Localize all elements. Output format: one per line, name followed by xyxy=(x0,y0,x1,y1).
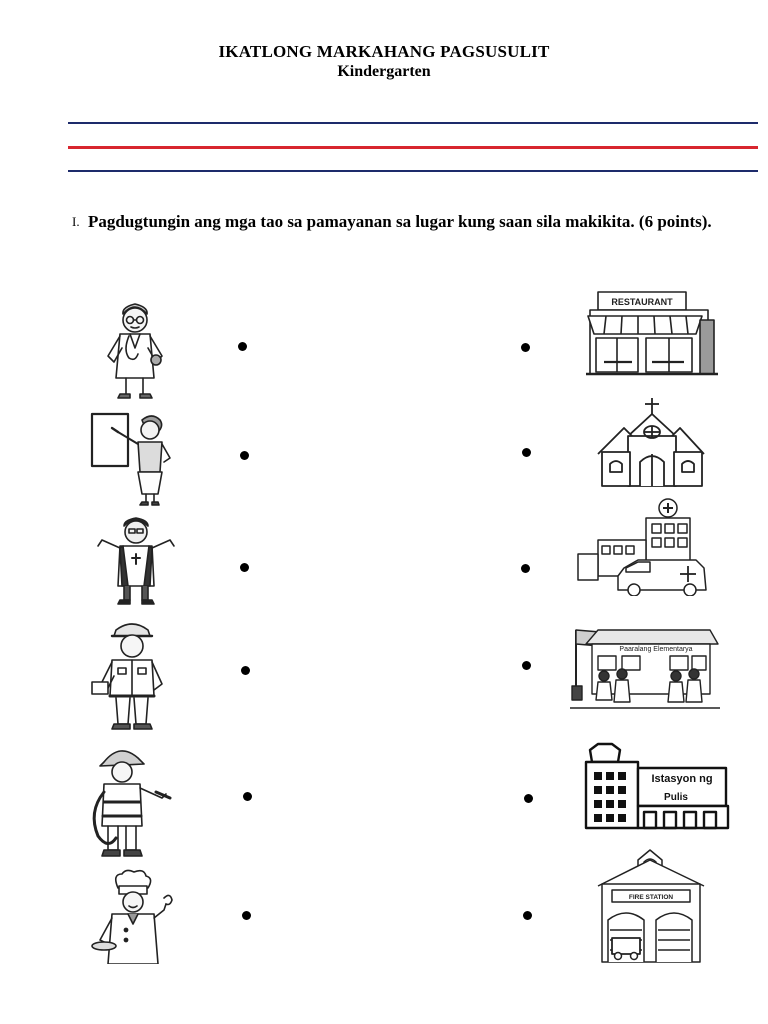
person-dot-priest[interactable] xyxy=(240,563,249,572)
firefighter-icon xyxy=(86,742,172,860)
divider-line-blue-bottom xyxy=(68,170,758,172)
priest-picture xyxy=(92,514,180,606)
hospital-icon xyxy=(576,496,710,596)
hospital-picture xyxy=(576,496,710,596)
fire-station-icon xyxy=(592,846,710,964)
instruction xyxy=(72,209,732,234)
police-station-sign-line2: Pulis xyxy=(664,792,688,803)
place-dot-school[interactable] xyxy=(522,661,531,670)
fire-station-sign: FIRE STATION xyxy=(628,894,674,901)
church-picture xyxy=(596,396,706,488)
police-officer-icon xyxy=(90,616,174,732)
doctor-icon xyxy=(96,298,174,402)
school-icon xyxy=(570,620,720,712)
person-dot-police-officer[interactable] xyxy=(241,666,250,675)
place-dot-hospital[interactable] xyxy=(521,564,530,573)
worksheet-header xyxy=(0,42,768,81)
priest-icon xyxy=(92,514,180,606)
place-dot-fire-station[interactable] xyxy=(523,911,532,920)
police-station-icon xyxy=(584,742,730,832)
restaurant-icon xyxy=(584,290,720,378)
person-dot-doctor[interactable] xyxy=(238,342,247,351)
fire-station-picture xyxy=(592,846,710,964)
restaurant-sign: RESTAURANT xyxy=(611,297,673,307)
person-dot-firefighter[interactable] xyxy=(243,792,252,801)
chef-icon xyxy=(88,868,178,964)
place-dot-restaurant[interactable] xyxy=(521,343,530,352)
divider-line-blue-top xyxy=(68,122,758,124)
place-dot-church[interactable] xyxy=(522,448,531,457)
instruction-text: Pagdugtungin ang mga tao sa pamayanan sa lugar kung saan sila makikita. (6 points). xyxy=(88,212,712,231)
teacher-picture xyxy=(88,410,178,508)
restaurant-picture xyxy=(584,290,720,378)
school-picture xyxy=(570,620,720,712)
school-sign: Paaralang Elementarya xyxy=(619,646,693,653)
divider-line-red xyxy=(68,146,758,149)
police-officer-picture xyxy=(90,616,174,732)
teacher-icon xyxy=(88,410,178,508)
church-icon xyxy=(596,396,706,488)
person-dot-chef[interactable] xyxy=(242,911,251,920)
firefighter-picture xyxy=(86,742,172,860)
chef-picture xyxy=(88,868,178,964)
instruction-number: I. xyxy=(72,214,80,229)
person-dot-teacher[interactable] xyxy=(240,451,249,460)
worksheet-title: IKATLONG MARKAHANG PAGSUSULIT xyxy=(218,42,550,61)
police-station-picture xyxy=(584,742,730,832)
worksheet-subtitle: Kindergarten xyxy=(337,63,431,80)
place-dot-police-station[interactable] xyxy=(524,794,533,803)
doctor-picture xyxy=(96,298,174,402)
police-station-sign-line1: Istasyon ng xyxy=(651,773,713,785)
